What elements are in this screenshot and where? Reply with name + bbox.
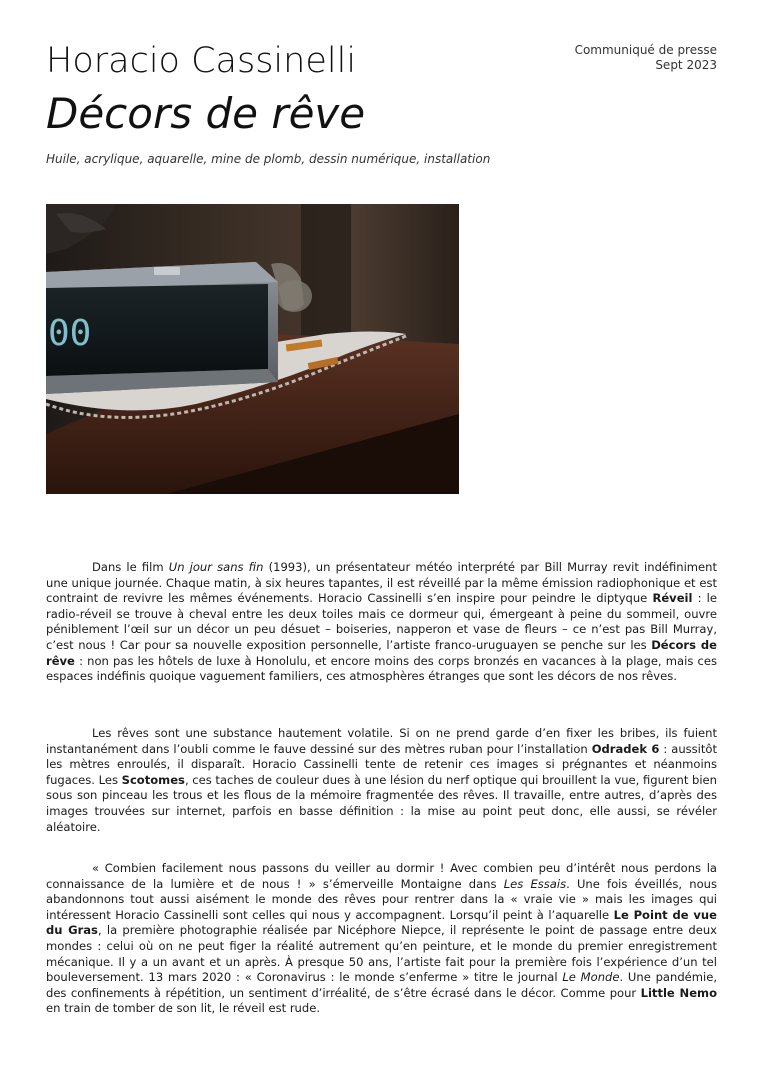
vase [276, 280, 312, 312]
italic-text: Le Monde [562, 970, 620, 985]
release-date: Sept 2023 [655, 58, 717, 72]
paragraph-3 [46, 861, 717, 1017]
artwork-image [46, 204, 459, 494]
italic-text: Un jour sans fin [168, 560, 264, 574]
bold-text: Le Point de vue du Gras [46, 907, 717, 938]
text-run: (1993), un présentateur météo interprété par Bill Murray revit indéfiniment une unique journée. Chaque matin, à six heures tapantes, il est réveillé par la même émission radiophonique et est contraint de revivre les mêmes événements. Horacio Cassinelli s’en inspire pour peindre le diptyque [46, 560, 717, 606]
press-release-label: Communiqué de presse [574, 43, 717, 57]
media-list: Huile, acrylique, aquarelle, mine de plomb, dessin numérique, installation [46, 152, 491, 166]
bold-text: Décors de rêve [46, 637, 717, 668]
bold-text: Réveil [652, 591, 693, 606]
paragraph-1-text [46, 560, 717, 685]
text-run: . Une fois éveillés, nous abandonnons tout aussi aisément le monde des rêves pour rentrer dans la « vraie vie » mais les images qui intéressent Horacio Cassinelli sont celles qui nous y accompagnent. Lorsqu’il peint à l’aquarelle [46, 876, 717, 922]
bold-text: Odradek 6 [591, 741, 660, 756]
paragraph-2-text [46, 726, 717, 835]
text-run: Les rêves sont une substance hautement volatile. Si on ne prend garde d’en fixer les bribes, ils fuient instantanément dans l’oubli comme le fauve dessiné sur des mètres ruban pour l’installation [46, 726, 717, 756]
text-run: , la première photographie réalisée par Nicéphore Niepce, il représente le point de passage entre deux mondes : celui où on ne peut figer la réalité autrement qu’en peinture, et le monde du premier enregistrement mécanique. Il y a un avant et un après. À presque 50 ans, l’artiste fait pour la première fois l’expérience d’un tel bouleversement. 13 mars 2020 : « Coronavirus : le monde s’enferme » titre le journal [46, 923, 717, 985]
text-run: : le radio-réveil se trouve à cheval entre les deux toiles mais ce dormeur qui, émergeant à peine du sommeil, ouvre péniblement l’œil sur un décor un peu désuet – boiseries, napperon et vase de fleurs – ce n’est pas Bill Murray, c’est nous ! Car pour sa nouvelle exposition personnelle, l’artiste franco-uruguayen se penche sur les [46, 591, 717, 652]
italic-text: Les Essais [503, 876, 567, 891]
paragraph-1 [46, 560, 717, 685]
paragraph-3-text [46, 861, 717, 1017]
text-run: : aussitôt les mètres enroulés, il disparaît. Horacio Cassinelli tente de retenir ces images si prégnantes et néanmoins fugaces. Les [46, 741, 717, 787]
text-run: « Combien facilement nous passons du veiller au dormir ! Avec combien peu d’intérêt nous perdons la connaissance de la lumière et de nous ! » s’émerveille Montaigne dans [46, 861, 717, 891]
text-run: en train de tomber de son lit, le réveil est rude. [46, 1001, 320, 1016]
text-run: Dans le film [92, 560, 169, 574]
bold-text: Little Nemo [640, 985, 717, 1000]
paragraph-2 [46, 726, 717, 835]
text-run: : non pas les hôtels de luxe à Honolulu, et encore moins des corps bronzés en vacances à la plage, mais ces espaces indéfinis quoique vaguement familiers, ces atmosphères étranges que sont les décors de nos rêves. [46, 653, 717, 684]
text-run: , ces taches de couleur dues à une lésion du nerf optique qui brouillent la vue, figurent bien sous son pinceau les trous et les flous de la mémoire fragmentée des rêves. Il travaille, entre autres, d’après des images trouvées sur internet, parfois en basse définition : la mise au point peut donc, elle aussi, se révéler aléatoire. [46, 772, 717, 834]
press-release-info [575, 43, 717, 73]
clock-digits: 00 [48, 313, 92, 354]
exhibition-title: Décors de rêve [46, 89, 366, 138]
text-run: . Une pandémie, des confinements à répétition, un sentiment d’irréalité, de s’être écrasé dans le décor. Comme pour [46, 970, 717, 1000]
artist-name: Horacio Cassinelli [46, 41, 357, 81]
bold-text: Scotomes [121, 772, 185, 787]
